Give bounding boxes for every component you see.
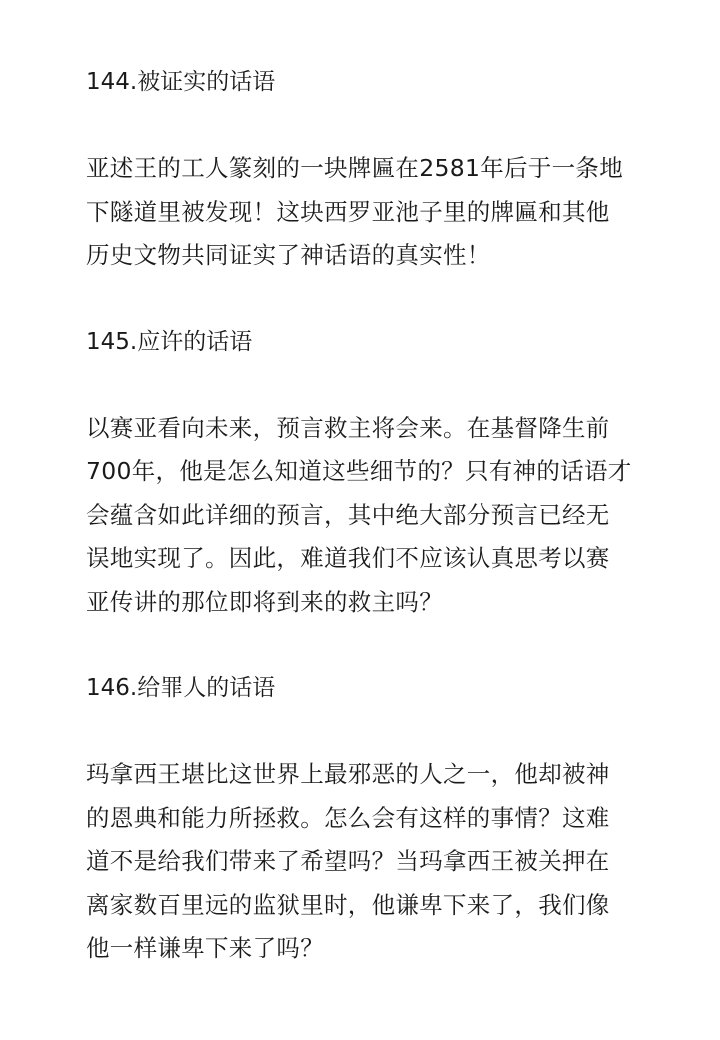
paragraph-line: 700年，他是怎么知道这些细节的？只有神的话语才 xyxy=(86,457,632,485)
section-heading-144: 144.被证实的话语 xyxy=(86,69,276,95)
section-heading-146: 146.给罪人的话语 xyxy=(86,675,276,701)
paragraph-line: 下隧道里被发现！这块西罗亚池子里的牌匾和其他 xyxy=(86,197,610,226)
paragraph-line: 道不是给我们带来了希望吗？当玛拿西王被关押在 xyxy=(86,847,610,875)
paragraph-line: 以赛亚看向未来，预言救主将会来。在基督降生前 xyxy=(86,413,610,442)
section-heading-145: 145.应许的话语 xyxy=(86,328,253,355)
document-page xyxy=(86,62,646,971)
paragraph-line: 误地实现了。因此，难道我们不应该认真思考以赛 xyxy=(86,544,610,572)
section-body-145 xyxy=(86,407,646,625)
paragraph-line: 亚传讲的那位即将到来的救主吗？ xyxy=(86,587,443,616)
paragraph-line: 离家数百里远的监狱里时，他谦卑下来了，我们像 xyxy=(86,890,610,919)
paragraph-line: 会蕴含如此详细的预言，其中绝大部分预言已经无 xyxy=(86,500,610,529)
section-body-146 xyxy=(86,753,646,971)
paragraph-line: 的恩典和能力所拯救。怎么会有这样的事情？这难 xyxy=(86,803,610,832)
paragraph-line: 玛拿西王堪比这世界上最邪恶的人之一，他却被神 xyxy=(86,760,610,788)
paragraph-line: 历史文物共同证实了神话语的真实性！ xyxy=(86,241,491,269)
section-body-144 xyxy=(86,147,646,278)
paragraph-line: 他一样谦卑下来了吗？ xyxy=(86,934,324,962)
paragraph-line: 亚述王的工人篆刻的一块牌匾在2581年后于一条地 xyxy=(86,154,624,182)
